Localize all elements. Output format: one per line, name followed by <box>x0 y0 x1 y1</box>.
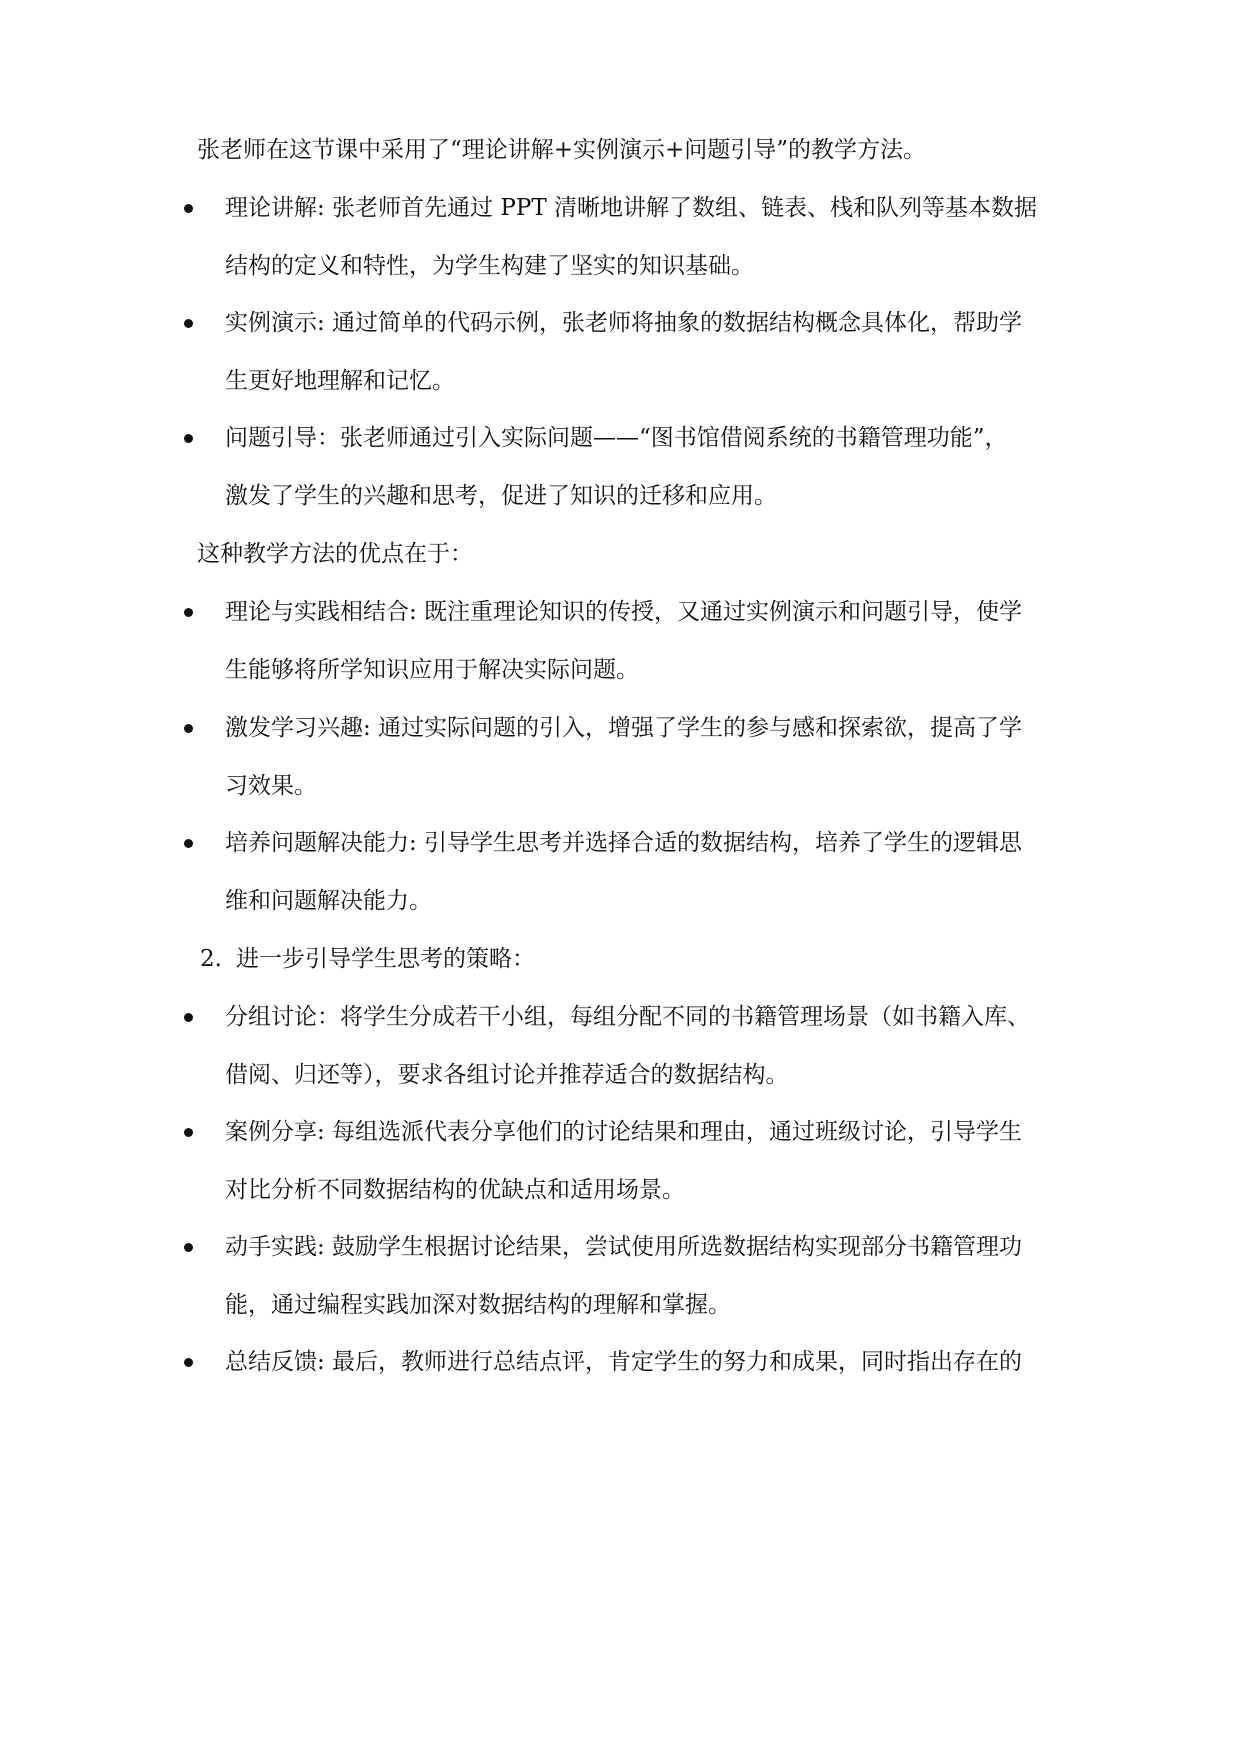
strategy-item-group-line2: 借阅、归还等），要求各组讨论并推荐适合的数据结构。 <box>225 1062 789 1088</box>
advantage-item-solving-line2: 维和问题解决能力。 <box>225 888 432 914</box>
method-item-theory-line1: 理论讲解: 张老师首先通过 PPT 清晰地讲解了数组、链表、栈和队列等基本数据 <box>225 195 1037 221</box>
advantage-item-interest-line1: 激发学习兴趣: 通过实际问题的引入，增强了学生的参与感和探索欲，提高了学 <box>225 715 1023 741</box>
section-number: 2. <box>200 946 222 972</box>
bullet-icon <box>184 839 193 848</box>
bullet-icon <box>184 1243 193 1252</box>
method-item-guide-line2: 激发了学生的兴趣和思考，促进了知识的迁移和应用。 <box>225 483 777 509</box>
strategy-item-summary-line1: 总结反馈: 最后，教师进行总结点评，肯定学生的努力和成果，同时指出存在的 <box>225 1349 1023 1375</box>
method-item-theory-line2: 结构的定义和特性，为学生构建了坚实的知识基础。 <box>225 253 754 279</box>
advantage-item-interest-line2: 习效果。 <box>225 773 317 799</box>
bullet-icon <box>184 204 193 213</box>
bullet-icon <box>184 1128 193 1137</box>
strategy-item-case-line2: 对比分析不同数据结构的优缺点和适用场景。 <box>225 1177 685 1203</box>
bullet-icon <box>184 724 193 733</box>
method-item-demo-line1: 实例演示: 通过简单的代码示例，张老师将抽象的数据结构概念具体化，帮助学 <box>225 310 1023 336</box>
advantage-item-combine-line1: 理论与实践相结合: 既注重理论知识的传授，又通过实例演示和问题引导，使学 <box>225 599 1023 625</box>
section-title: 进一步引导学生思考的策略： <box>236 946 535 972</box>
bullet-icon <box>184 434 193 443</box>
strategy-item-group-line1: 分组讨论：将学生分成若干小组，每组分配不同的书籍管理场景（如书籍入库、 <box>225 1004 1030 1030</box>
advantages-heading: 这种教学方法的优点在于： <box>197 541 473 567</box>
strategy-item-practice-line1: 动手实践: 鼓励学生根据讨论结果，尝试使用所选数据结构实现部分书籍管理功 <box>225 1234 1023 1260</box>
section-2-heading <box>200 944 535 974</box>
bullet-icon <box>184 1358 193 1367</box>
strategy-item-case-line1: 案例分享: 每组选派代表分享他们的讨论结果和理由，通过班级讨论，引导学生 <box>225 1119 1023 1145</box>
intro-paragraph: 张老师在这节课中采用了“理论讲解+实例演示+问题引导”的教学方法。 <box>197 137 927 163</box>
advantage-item-solving-line1: 培养问题解决能力: 引导学生思考并选择合适的数据结构，培养了学生的逻辑思 <box>225 830 1023 856</box>
strategy-item-practice-line2: 能，通过编程实践加深对数据结构的理解和掌握。 <box>225 1292 731 1318</box>
advantage-item-combine-line2: 生能够将所学知识应用于解决实际问题。 <box>225 657 639 683</box>
bullet-icon <box>184 319 193 328</box>
method-item-guide-line1: 问题引导：张老师通过引入实际问题——“图书馆借阅系统的书籍管理功能”， <box>225 425 1008 451</box>
method-item-demo-line2: 生更好地理解和记忆。 <box>225 368 455 394</box>
bullet-icon <box>184 608 193 617</box>
bullet-icon <box>184 1013 193 1022</box>
